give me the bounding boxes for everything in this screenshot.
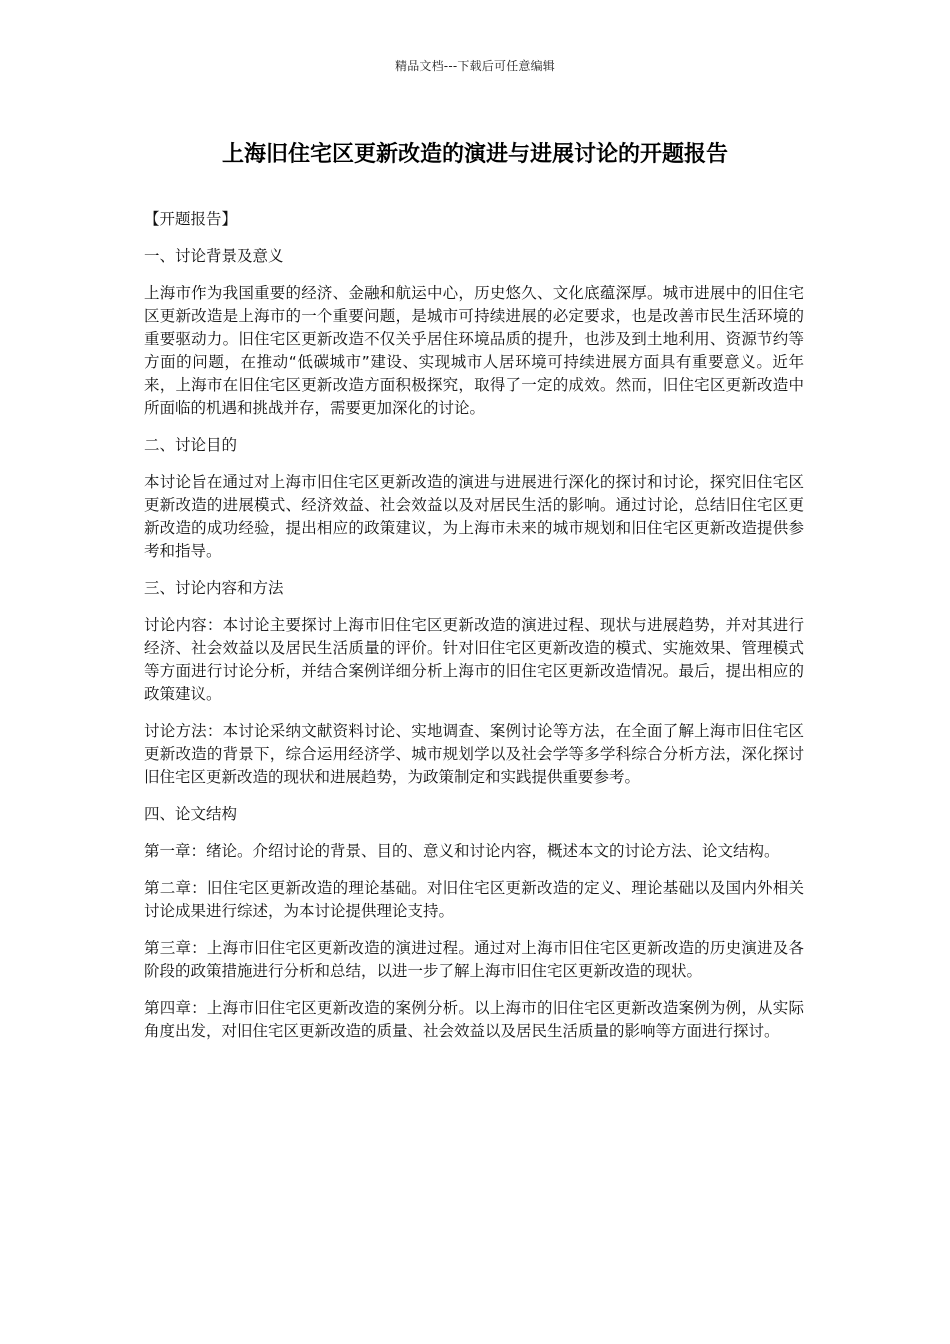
section-heading-purpose: 二、讨论目的 bbox=[144, 436, 238, 454]
chapter-3-text: 第三章：上海市旧住宅区更新改造的演进过程。通过对上海市旧住宅区更新改造的历史演进及各阶段的政策措施进行分析和总结，以进一步了解上海市旧住宅区更新改造的现状。 bbox=[144, 939, 804, 980]
section-heading-structure: 四、论文结构 bbox=[144, 805, 238, 823]
section-body-purpose: 本讨论旨在通过对上海市旧住宅区更新改造的演进与进展进行深化的探讨和讨论，探究旧住宅区更新改造的进展模式、经济效益、社会效益以及对居民生活的影响。通过讨论，总结旧住宅区更新改造的成功经验，提出相应的政策建议，为上海市未来的城市规划和旧住宅区更新改造提供参考和指导。 bbox=[144, 473, 804, 560]
section-body-method: 讨论方法：本讨论采纳文献资料讨论、实地调查、案例讨论等方法，在全面了解上海市旧住宅区更新改造的背景下，综合运用经济学、城市规划学以及社会学等多学科综合分析方法，深化探讨旧住宅区更新改造的现状和进展趋势，为政策制定和实践提供重要参考。 bbox=[144, 722, 804, 786]
section-body-content: 讨论内容：本讨论主要探讨上海市旧住宅区更新改造的演进过程、现状与进展趋势，并对其进行经济、社会效益以及居民生活质量的评价。针对旧住宅区更新改造的模式、实施效果、管理模式等方面进行讨论分析，并结合案例详细分析上海市的旧住宅区更新改造情况。最后，提出相应的政策建议。 bbox=[144, 616, 804, 703]
report-label: 【开题报告】 bbox=[144, 210, 238, 228]
chapter-2-text: 第二章：旧住宅区更新改造的理论基础。对旧住宅区更新改造的定义、理论基础以及国内外相关讨论成果进行综述，为本讨论提供理论支持。 bbox=[144, 879, 804, 920]
section-heading-content-method: 三、讨论内容和方法 bbox=[144, 579, 284, 597]
document-body bbox=[144, 208, 804, 1057]
section-heading-background: 一、讨论背景及意义 bbox=[144, 247, 284, 265]
header-note: 精品文档---下载后可任意编辑 bbox=[395, 59, 555, 73]
section-body-background: 上海市作为我国重要的经济、金融和航运中心，历史悠久、文化底蕴深厚。城市进展中的旧住宅区更新改造是上海市的一个重要问题，是城市可持续进展的必定要求，也是改善市民生活环境的重要驱动力。旧住宅区更新改造不仅关乎居住环境品质的提升，也涉及到土地利用、资源节约等方面的问题，在推动“低碳城市”建设、实现城市人居环境可持续进展方面具有重要意义。近年来，上海市在旧住宅区更新改造方面积极探究，取得了一定的成效。然而，旧住宅区更新改造中所面临的机遇和挑战并存，需要更加深化的讨论。 bbox=[144, 284, 804, 417]
chapter-4-text: 第四章：上海市旧住宅区更新改造的案例分析。以上海市的旧住宅区更新改造案例为例，从实际角度出发，对旧住宅区更新改造的质量、社会效益以及居民生活质量的影响等方面进行探讨。 bbox=[144, 999, 804, 1040]
chapter-1-text: 第一章：绪论。介绍讨论的背景、目的、意义和讨论内容，概述本文的讨论方法、论文结构。 bbox=[144, 842, 780, 860]
document-title: 上海旧住宅区更新改造的演进与进展讨论的开题报告 bbox=[221, 142, 728, 167]
